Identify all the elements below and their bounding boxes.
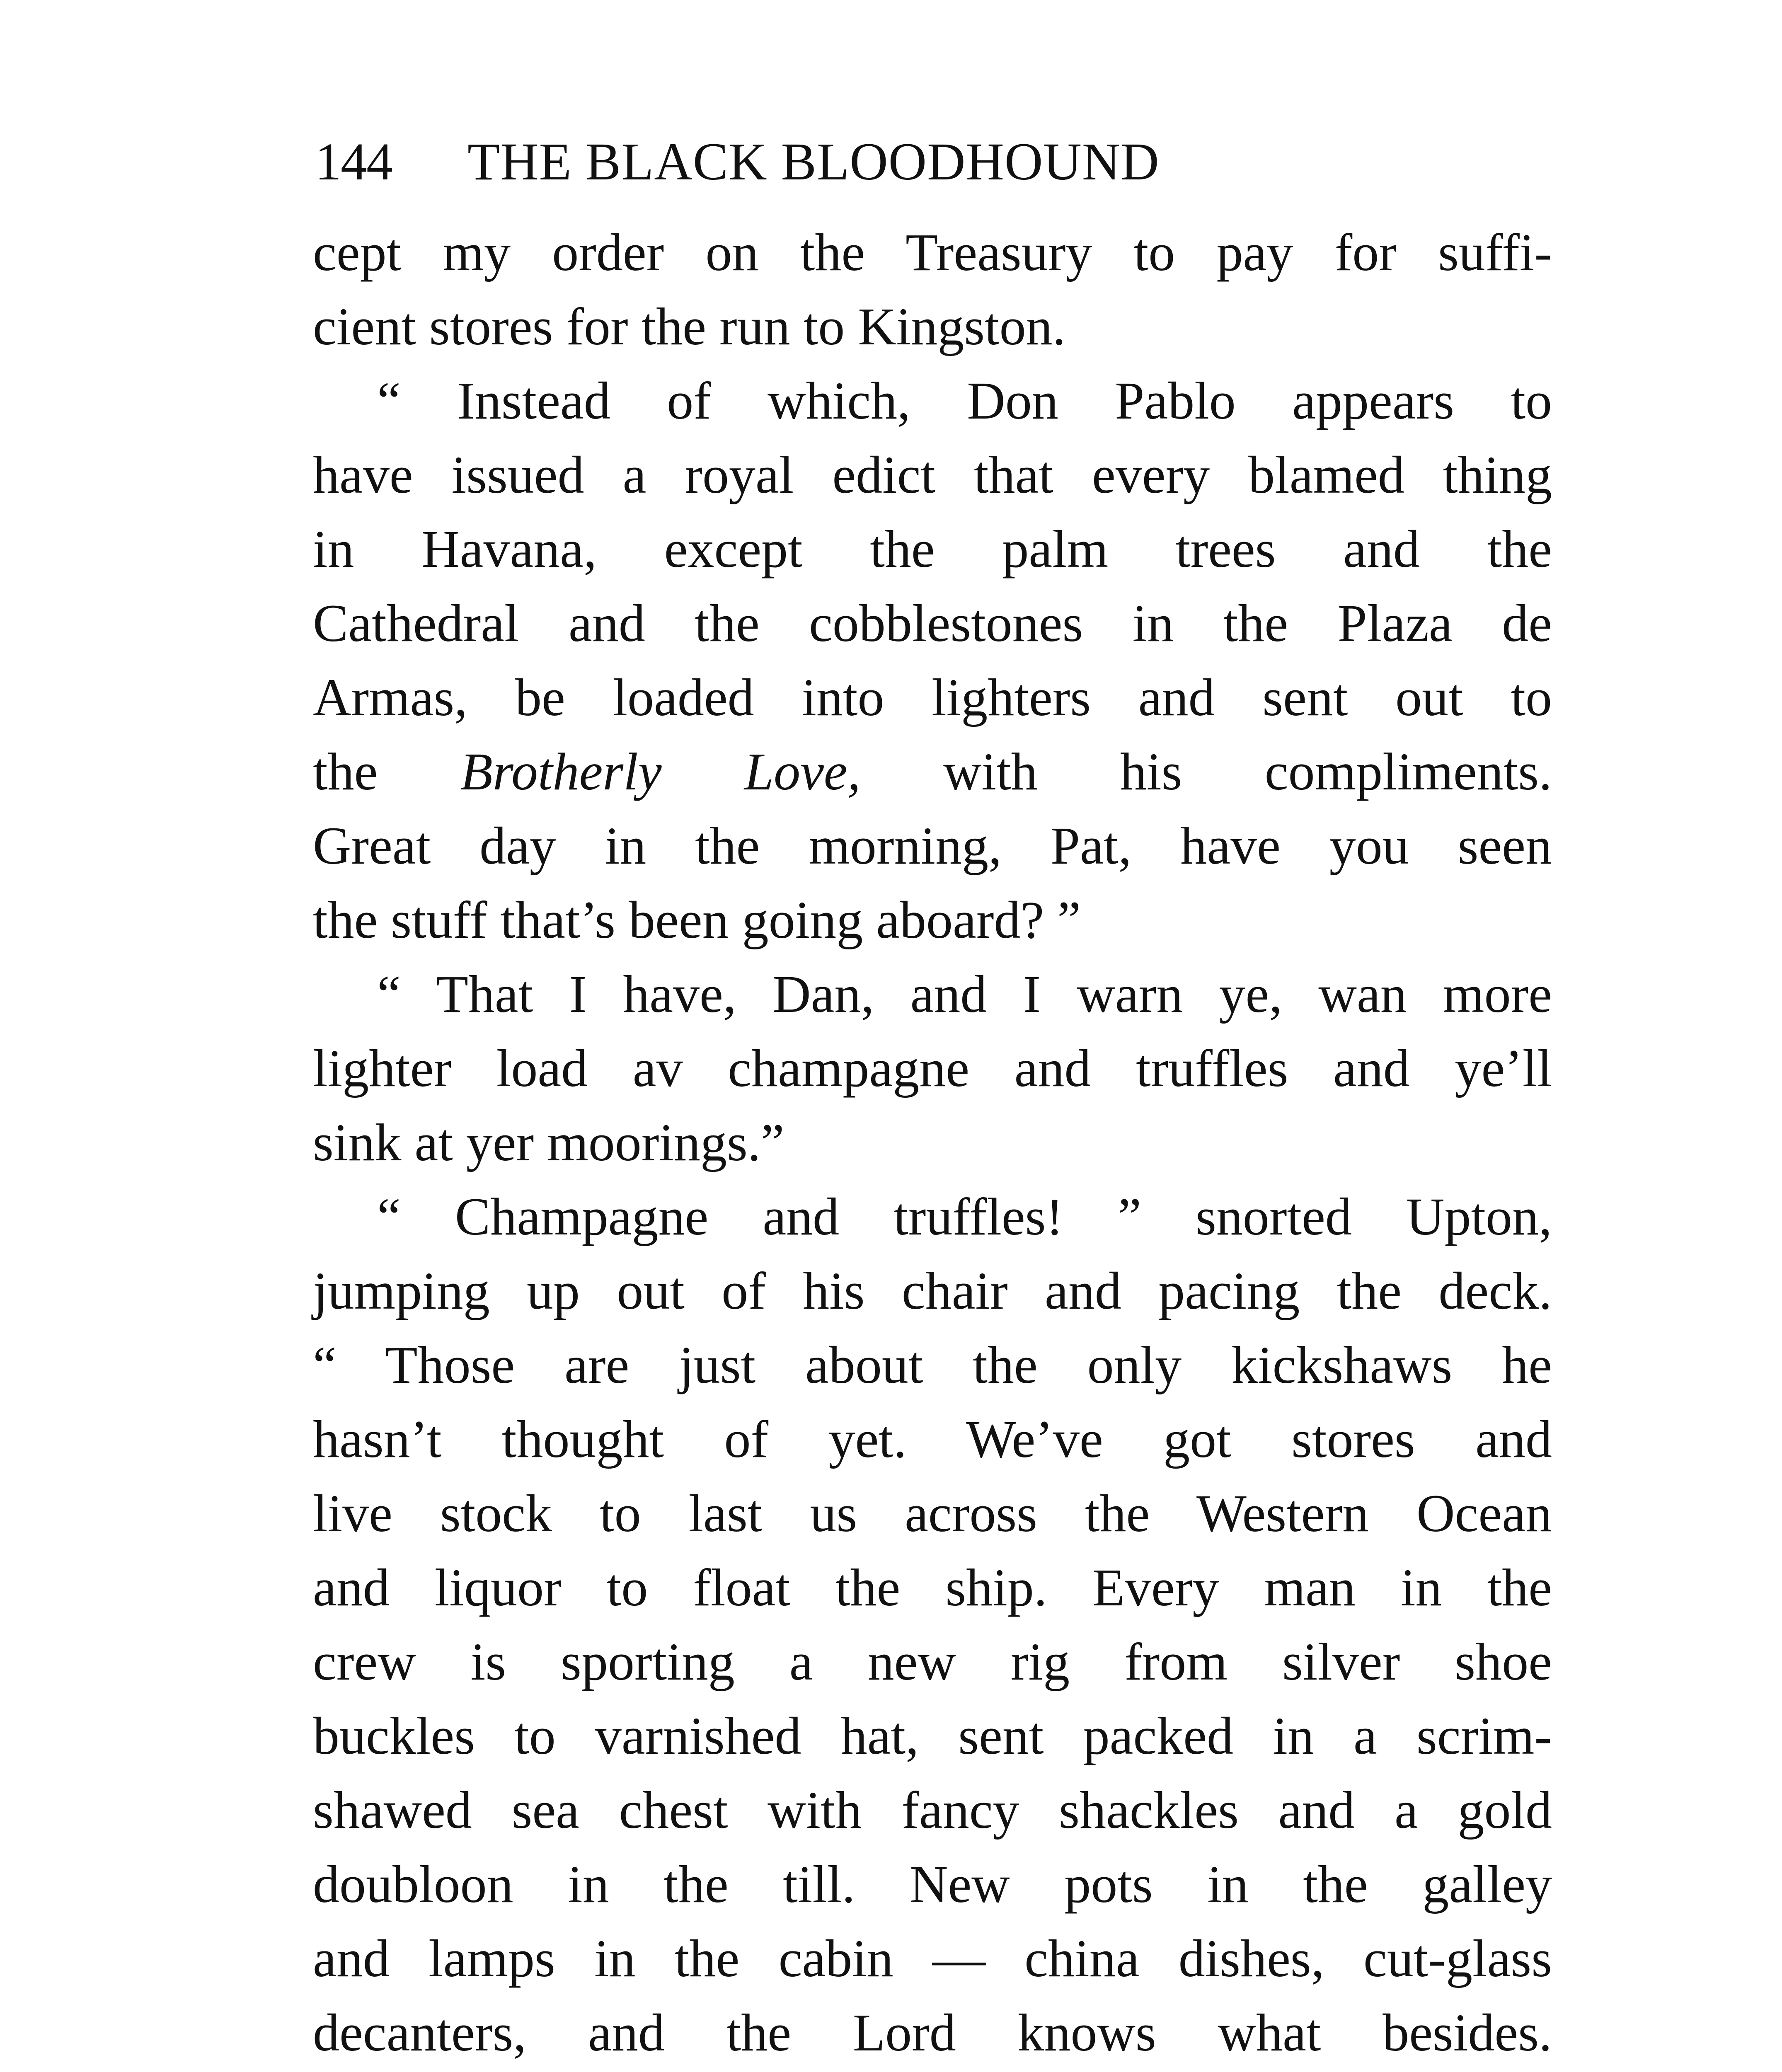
text-line: and lamps in the cabin — china dishes, cut-glass — [313, 1929, 1552, 1988]
text-line: lighter load av champagne and truffles and ye’ll — [313, 1039, 1552, 1098]
text-line: “ Champagne and truffles! ” snorted Upton, — [377, 1187, 1552, 1246]
text-line: “ That I have, Dan, and I warn ye, wan more — [377, 965, 1552, 1024]
text-line: Cathedral and the cobblestones in the Plaza de — [313, 594, 1552, 653]
text-line: “ Those are just about the only kickshaws he — [313, 1336, 1552, 1394]
text-line: buckles to varnished hat, sent packed in a scrim- — [313, 1706, 1552, 1765]
text-line: decanters, and the Lord knows what besides. — [313, 2003, 1552, 2062]
text-line: doubloon in the till. New pots in the galley — [313, 1855, 1552, 1914]
text-line: “ Instead of which, Don Pablo appears to — [377, 371, 1552, 430]
body-text — [313, 215, 1552, 2072]
text-line: hasn’t thought of yet. We’ve got stores and — [313, 1410, 1552, 1469]
text-line — [313, 735, 1552, 809]
text-line: and liquor to float the ship. Every man in the — [313, 1558, 1552, 1617]
text-line: Great day in the morning, Pat, have you seen — [313, 816, 1552, 875]
page-header — [315, 120, 1542, 203]
text-line: the stuff that’s been going aboard? ” — [313, 891, 1081, 949]
text-line: Armas, be loaded into lighters and sent out to — [313, 668, 1552, 727]
text-line: have issued a royal edict that every blamed thing — [313, 445, 1552, 504]
text-line: in Havana, except the palm trees and the — [313, 520, 1552, 579]
page-number: 144 — [315, 132, 392, 191]
text-line: cept my order on the Treasury to pay for suffi- — [313, 223, 1552, 282]
ship-name-italic: Brotherly Love, — [460, 742, 861, 801]
text-line: crew is sporting a new rig from silver shoe — [313, 1632, 1552, 1691]
text-segment: the — [313, 742, 460, 801]
running-head-title: THE BLACK BLOODHOUND — [467, 132, 1160, 191]
text-line: cient stores for the run to Kingston. — [313, 297, 1066, 356]
text-line: sink at yer moorings.” — [313, 1113, 784, 1172]
text-line: jumping up out of his chair and pacing the deck. — [313, 1261, 1552, 1320]
text-line — [313, 2070, 1552, 2072]
text-segment: with his compliments. — [860, 742, 1552, 801]
text-line: live stock to last us across the Western Ocean — [313, 1484, 1552, 1543]
text-line: shawed sea chest with fancy shackles and a gold — [313, 1781, 1552, 1840]
